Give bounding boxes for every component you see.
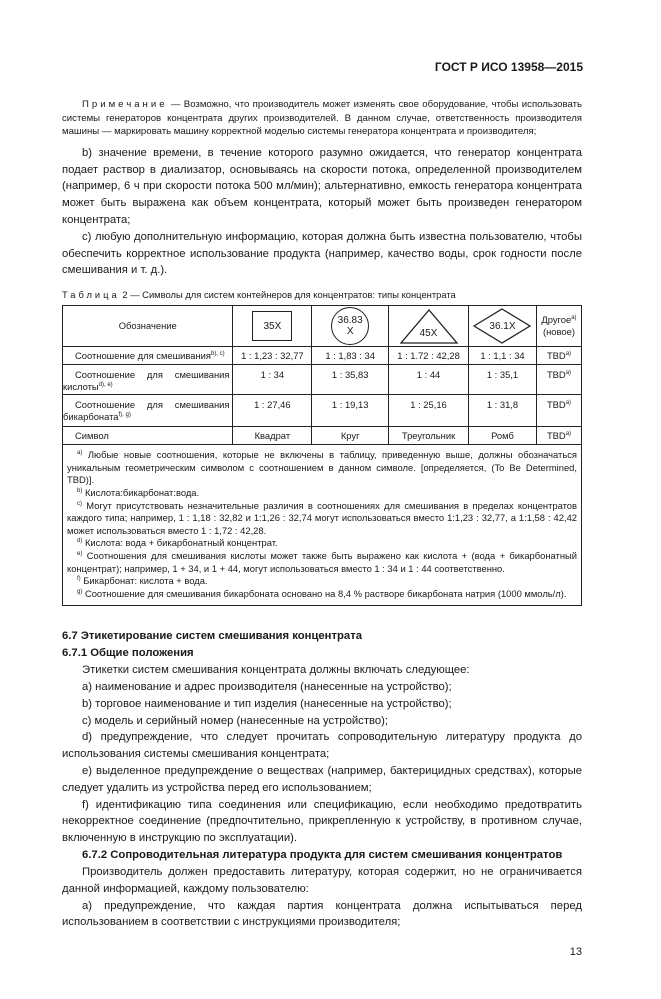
- table-cell: TBD: [546, 430, 566, 442]
- table-footnote: [67, 487, 577, 500]
- intro-block: [62, 98, 582, 301]
- table-cell: Треугольник: [389, 427, 469, 445]
- circle-symbol-icon: [331, 307, 369, 345]
- other-label: Другое: [541, 314, 572, 326]
- footnote-marker: e): [77, 550, 83, 557]
- paragraph: Производитель должен предоставить литературу, которая содержит, но не ограничивается данной информацией, каждому пользователю:: [62, 866, 582, 895]
- paragraph: Этикетки систем смешивания концентрата должны включать следующее:: [82, 664, 470, 677]
- table-caption-text: 2 — Символы для систем контейнеров для концентратов: типы концентрата: [122, 289, 456, 301]
- table-cell: 1 : 1,83 : 34: [312, 347, 389, 365]
- subsection-heading: 6.7.2 Сопроводительная литература продукта для систем смешивания концентратов: [82, 849, 563, 862]
- table-footnote: [67, 537, 577, 550]
- table-footnote: [67, 575, 577, 588]
- table-cell: 1 : 1,23 : 32,77: [233, 347, 312, 365]
- table-cell: 1 : 27,46: [233, 395, 312, 427]
- square-symbol-icon: [252, 311, 292, 341]
- footnote-text: Кислота: вода + бикарбонатный концентрат.: [84, 537, 278, 549]
- list-item: d) предупреждение, что следует прочитать сопроводительную литературу продукта до использования системы смешивания концентрата;: [62, 731, 582, 761]
- symbols-table: [62, 305, 582, 606]
- section-heading: 6.7 Этикетирование систем смешивания концентрата: [62, 630, 363, 643]
- table-footnote: [67, 500, 577, 538]
- other-new-label: (новое): [543, 326, 575, 338]
- table-header-row: [63, 306, 582, 347]
- footnote-ref: b), c): [210, 351, 225, 358]
- symbol-text: 36.83 X: [337, 315, 363, 338]
- symbol-text: 35X: [263, 320, 282, 332]
- document-header: ГОСТ Р ИСО 13958—2015: [434, 60, 583, 74]
- row-label: Символ: [63, 427, 233, 445]
- footnote-ref: a): [565, 431, 572, 438]
- table-cell: 1 : 35,1: [469, 365, 537, 395]
- table-footnote: [67, 550, 577, 575]
- footnote-ref: a): [565, 351, 572, 358]
- table-cell: TBD: [546, 350, 566, 362]
- page-content: [62, 0, 582, 999]
- table-footnotes: [63, 445, 582, 606]
- triangle-symbol-icon: [399, 308, 459, 344]
- footnote-ref: d), e): [98, 382, 113, 389]
- table-row: [63, 395, 582, 427]
- table-cell: Ромб: [469, 427, 537, 445]
- note-label: Примечание: [82, 99, 168, 110]
- table-cell: 1 : 35,83: [312, 365, 389, 395]
- footnote-text: Соотношения для смешивания кислоты может также быть выражено как кислота + (вода + бикарбонатный концентрат); например, 1 + 34, и 1 + 44, могут использоваться вместо 1 : 34 и 1 : 44 соответственно.: [67, 549, 577, 574]
- list-item: e) выделенное предупреждение о веществах (например, бактерицидных средствах), которые следует удалить из устройства перед его использованием;: [62, 765, 582, 794]
- paragraph-b: b) значение времени, в течение которого разумно ожидается, что генератор концентрата подает раствор в диализатор, основываясь на скорости потока, определенной производителем (например, 6 ч при скорости потока 500 мл/мин); альтернативно, емкость генератора концентрата может быть выражена как объем концентрата, который может быть произведен генератором концентрата;: [62, 146, 582, 226]
- table-cell: 1 : 31,8: [469, 395, 537, 427]
- section-6-7: [62, 628, 582, 931]
- footnote-ref: a): [571, 315, 577, 322]
- footnote-marker: g): [77, 588, 83, 595]
- footnote-ref: f), g): [118, 412, 131, 419]
- table-row: [63, 427, 582, 445]
- footnote-text: Любые новые соотношения, которые не включены в таблицу, приведенную выше, должны обозначаться уникальным геометрическим символом с соотношением в данном символе. [определяется, (To Be Determined, TBD)].: [67, 449, 578, 486]
- row-label: Соотношение для смешивания: [75, 350, 211, 362]
- table-row: [63, 347, 582, 365]
- other-header: [536, 306, 581, 347]
- footnote-marker: a): [77, 450, 83, 457]
- list-item: a) наименование и адрес производителя (нанесенные на устройство);: [82, 681, 452, 694]
- footnote-marker: c): [77, 500, 82, 507]
- table-cell: 1 : 44: [389, 365, 469, 395]
- footnote-marker: f): [77, 575, 81, 582]
- diamond-symbol-icon: [473, 308, 531, 344]
- footnote-text: Могут присутствовать незначительные различия в соотношениях для смешивания в пределах концентратов каждого типа; например, 1 : 1,18 : 32,82 и 1:1,26 : 32,74 могут использоваться вместо 1:1,23 : 32,77, а 1:1,58 : 42,42 может использоваться вместо 1 : 1,72 : 42,28.: [67, 499, 577, 536]
- row-label: Соотношение для смешивания бикарбоната: [63, 399, 230, 423]
- note-paragraph: [62, 98, 582, 139]
- list-item: a) предупреждение, что каждая партия концентрата должна испытываться перед использованием в соответствии с инструкциями производителя;: [62, 899, 582, 929]
- table-cell: 1 : 1,1 : 34: [469, 347, 537, 365]
- symbol-text: 36.1X: [489, 320, 516, 332]
- table-footnote: [67, 449, 577, 487]
- footnote-text: Кислота:бикарбонат:вода.: [84, 486, 200, 498]
- note-text: — Возможно, что производитель может изменять свое оборудование, чтобы использовать системы генераторов концентрата других производителей. В данном случае, ответственность производителя машины — маркировать машину корректной моделью системы генератора концентрата и производителя;: [62, 99, 582, 138]
- table-cell: 1 : 1.72 : 42,28: [389, 347, 469, 365]
- table-caption: [62, 289, 582, 301]
- header-label: Обозначение: [63, 306, 233, 347]
- table-cell: 1 : 19,13: [312, 395, 389, 427]
- table-footnote: [67, 588, 577, 601]
- symbol-text: 45X: [419, 327, 438, 339]
- table-cell: TBD: [546, 399, 566, 411]
- footnote-text: Соотношение для смешивания бикарбоната основано на 8,4 % растворе бикарбоната натрия (1000 ммоль/л).: [84, 587, 567, 599]
- footnote-marker: b): [77, 487, 83, 494]
- paragraph-c: c) любую дополнительную информацию, которая должна быть известна пользователю, чтобы обеспечить корректное использование продукта (например, качество воды, срок годности после смешивания и т. д.).: [62, 230, 582, 277]
- list-item: b) торговое наименование и тип изделия (нанесенные на устройство);: [82, 697, 452, 710]
- footnote-ref: a): [565, 370, 572, 377]
- list-item: f) идентификацию типа соединения или спецификацию, если необходимо предотвратить некорректное соединение (предпочтительно, прикрепленную к устройству, в противном случае, включенную в инструкцию по эксплуатации).: [62, 798, 582, 845]
- page-number: 13: [569, 946, 582, 959]
- table-cell: 1 : 25,16: [389, 395, 469, 427]
- subsection-heading: 6.7.1 Общие положения: [62, 647, 194, 660]
- label-requirements-list: [62, 679, 582, 847]
- table-cell: TBD: [546, 369, 566, 381]
- table-footnotes-row: [63, 445, 582, 606]
- row-label: Соотношение для смешивания кислоты: [63, 369, 230, 393]
- footnote-ref: a): [565, 400, 572, 407]
- table-cell: 1 : 34: [233, 365, 312, 395]
- footnote-text: Бикарбонат: кислота + вода.: [83, 575, 208, 587]
- table-row: [63, 365, 582, 395]
- table-cell: Круг: [312, 427, 389, 445]
- table-caption-label: Таблица: [62, 289, 120, 301]
- footnote-marker: d): [77, 538, 83, 545]
- table-cell: Квадрат: [233, 427, 312, 445]
- list-item: c) модель и серийный номер (нанесенные на устройство);: [82, 714, 389, 727]
